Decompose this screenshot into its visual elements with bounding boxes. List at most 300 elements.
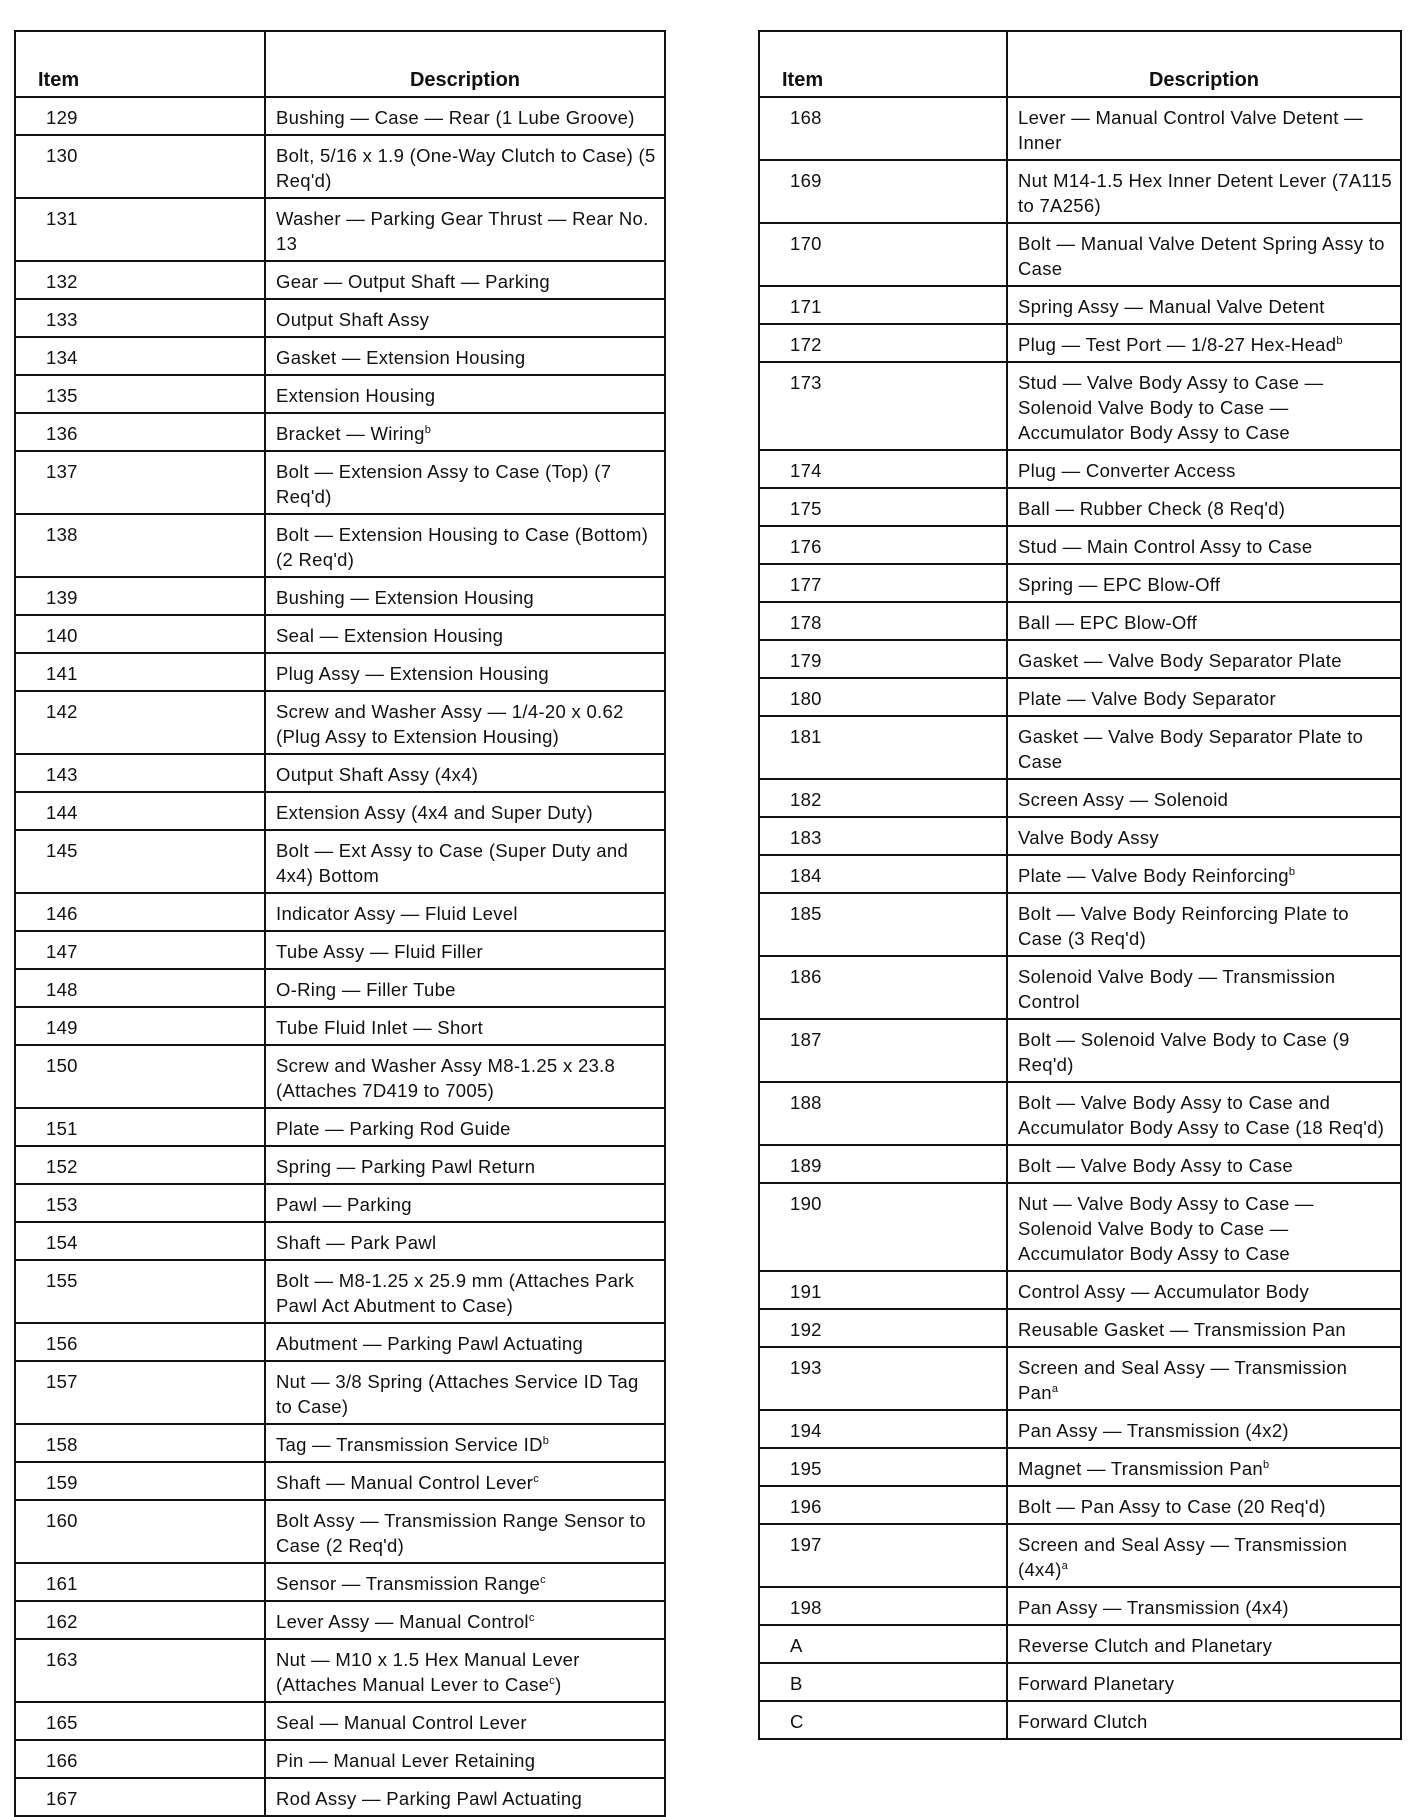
table-row [759,1410,1401,1448]
table-row [759,324,1401,362]
item-number: 172 [759,324,1007,362]
item-number: 184 [759,855,1007,893]
item-description [1007,956,1401,1019]
item-number: 129 [15,97,265,135]
item-description [1007,893,1401,956]
item-description [1007,855,1401,893]
footnote-marker: b [1336,334,1343,347]
item-number: 162 [15,1601,265,1639]
table-row [15,754,665,792]
table-row [759,602,1401,640]
item-number: 145 [15,830,265,893]
item-number: 130 [15,135,265,198]
table-row [15,1500,665,1563]
item-description [265,1563,665,1601]
item-description [265,893,665,931]
description-text: Tube Fluid Inlet — Short [276,1017,484,1038]
item-number: 148 [15,969,265,1007]
description-text: Bolt — Manual Valve Detent Spring Assy to Case [1018,233,1385,279]
description-text: Pan Assy — Transmission (4x2) [1018,1420,1289,1441]
item-description [1007,1183,1401,1271]
table-row [759,1587,1401,1625]
item-description [265,754,665,792]
description-text: Sensor — Transmission Range [276,1573,541,1594]
description-text: Screen Assy — Solenoid [1018,789,1229,810]
table-row [15,413,665,451]
item-description [1007,1587,1401,1625]
item-description [1007,1524,1401,1587]
table-row [759,223,1401,286]
item-description [265,615,665,653]
footnote-marker: a [1051,1382,1059,1395]
description-text: Extension Housing [276,385,436,406]
table-row [15,1639,665,1702]
item-description [265,514,665,577]
item-description [1007,1486,1401,1524]
description-text: Rod Assy — Parking Pawl Actuating [276,1788,583,1809]
table-row [759,893,1401,956]
item-description [1007,1448,1401,1486]
item-description [265,1702,665,1740]
description-text: Extension Assy (4x4 and Super Duty) [276,802,593,823]
item-number: 183 [759,817,1007,855]
footnote-marker: c [533,1472,540,1485]
item-description [265,135,665,198]
item-description [1007,1309,1401,1347]
description-tail: ) [555,1674,562,1695]
item-number: 143 [15,754,265,792]
table-row [15,931,665,969]
item-number: 189 [759,1145,1007,1183]
description-text: Spring Assy — Manual Valve Detent [1018,296,1325,317]
item-description [265,1639,665,1702]
item-number: 195 [759,1448,1007,1486]
table-row [15,969,665,1007]
item-number: 186 [759,956,1007,1019]
description-text: Seal — Extension Housing [276,625,504,646]
table-row [15,577,665,615]
item-description [1007,1625,1401,1663]
table-header-row [15,31,665,97]
item-description [1007,779,1401,817]
description-text: Bolt — Extension Housing to Case (Bottom) (2 Req'd) [276,524,649,570]
item-description [265,1045,665,1108]
item-number: 156 [15,1323,265,1361]
table-row [15,1108,665,1146]
description-text: Gasket — Valve Body Separator Plate [1018,650,1342,671]
description-text: Bolt — Pan Assy to Case (20 Req'd) [1018,1496,1326,1517]
item-description [265,577,665,615]
description-text: Plate — Valve Body Reinforcing [1018,865,1289,886]
item-number: 138 [15,514,265,577]
description-text: Bolt — Valve Body Assy to Case and Accumulator Body Assy to Case (18 Req'd) [1018,1092,1385,1138]
item-number: 188 [759,1082,1007,1145]
item-number: 177 [759,564,1007,602]
table-row [759,1524,1401,1587]
item-description [1007,450,1401,488]
table-row [15,1424,665,1462]
table-row [759,1701,1401,1739]
footnote-marker: b [542,1434,550,1447]
table-row [15,375,665,413]
item-description [1007,1019,1401,1082]
item-description [1007,1410,1401,1448]
footnote-marker: c [549,1674,556,1687]
table-row [759,956,1401,1019]
item-description [265,1778,665,1816]
description-text: Nut — 3/8 Spring (Attaches Service ID Tag to Case) [276,1371,639,1417]
item-description [265,375,665,413]
description-text: Screw and Washer Assy M8-1.25 x 23.8 (Attaches 7D419 to 7005) [276,1055,616,1101]
description-text: Control Assy — Accumulator Body [1018,1281,1310,1302]
item-description [1007,362,1401,450]
item-description [1007,160,1401,223]
item-number: 139 [15,577,265,615]
table-row [759,160,1401,223]
table-row [15,792,665,830]
description-text: Nut — Valve Body Assy to Case — Solenoid Valve Body to Case — Accumulator Body Assy to Case [1018,1193,1314,1264]
table-row [759,1145,1401,1183]
item-number: 176 [759,526,1007,564]
description-text: Plug — Test Port — 1/8-27 Hex-Head [1018,334,1337,355]
item-number: 135 [15,375,265,413]
item-number: 165 [15,1702,265,1740]
description-text: Reusable Gasket — Transmission Pan [1018,1319,1346,1340]
item-number: 136 [15,413,265,451]
item-description [1007,1347,1401,1410]
description-text: Bracket — Wiring [276,423,425,444]
item-number: 149 [15,1007,265,1045]
description-text: Pan Assy — Transmission (4x4) [1018,1597,1289,1618]
item-number: 171 [759,286,1007,324]
item-number: C [759,1701,1007,1739]
table-row [759,362,1401,450]
description-text: Nut — M10 x 1.5 Hex Manual Lever (Attaches Manual Lever to Case [276,1649,580,1695]
description-text: Lever Assy — Manual Control [276,1611,529,1632]
table-row [759,1183,1401,1271]
footnote-marker: b [1263,1458,1270,1471]
description-text: Bolt, 5/16 x 1.9 (One-Way Clutch to Case) (5 Req'd) [276,145,656,191]
table-row [15,97,665,135]
item-number: 147 [15,931,265,969]
description-text: Gasket — Extension Housing [276,347,526,368]
item-number: 152 [15,1146,265,1184]
item-description [265,1007,665,1045]
description-text: Tube Assy — Fluid Filler [276,941,483,962]
description-text: Screen and Seal Assy — Transmission (4x4) [1018,1534,1348,1580]
item-number: B [759,1663,1007,1701]
item-number: 198 [759,1587,1007,1625]
table-row [759,1486,1401,1524]
item-number: 132 [15,261,265,299]
item-number: A [759,1625,1007,1663]
item-description [265,931,665,969]
table-row [759,97,1401,160]
item-number: 141 [15,653,265,691]
table-row [759,286,1401,324]
description-text: Plate — Valve Body Separator [1018,688,1276,709]
description-text: Abutment — Parking Pawl Actuating [276,1333,584,1354]
item-description [265,1361,665,1424]
footnote-marker: b [424,423,432,436]
item-description [265,1740,665,1778]
item-number: 146 [15,893,265,931]
description-text: Spring — EPC Blow-Off [1018,574,1221,595]
item-number: 191 [759,1271,1007,1309]
item-description [265,337,665,375]
table-row [759,640,1401,678]
item-number: 179 [759,640,1007,678]
table-row [759,526,1401,564]
footnote-marker: a [1061,1559,1069,1572]
item-number: 155 [15,1260,265,1323]
item-number: 170 [759,223,1007,286]
description-text: Pawl — Parking [276,1194,412,1215]
item-column-header: Item [15,31,265,97]
item-description [265,1222,665,1260]
table-row [759,564,1401,602]
item-number: 166 [15,1740,265,1778]
item-number: 140 [15,615,265,653]
item-number: 157 [15,1361,265,1424]
table-row [15,1778,665,1816]
table-row [759,488,1401,526]
description-text: Forward Clutch [1018,1711,1148,1732]
description-text: O-Ring — Filler Tube [276,979,456,1000]
description-text: Bushing — Case — Rear (1 Lube Groove) [276,107,635,128]
description-column-header: Description [1007,31,1401,97]
table-row [759,1625,1401,1663]
item-description [1007,817,1401,855]
description-column-header: Description [265,31,665,97]
item-number: 150 [15,1045,265,1108]
item-description [1007,97,1401,160]
item-number: 158 [15,1424,265,1462]
item-description [265,261,665,299]
item-number: 160 [15,1500,265,1563]
table-row [15,514,665,577]
item-description [1007,526,1401,564]
table-row [15,1601,665,1639]
footnote-marker: c [540,1573,546,1586]
description-text: Gear — Output Shaft — Parking [276,271,550,292]
description-text: Bolt Assy — Transmission Range Sensor to Case (2 Req'd) [276,1510,646,1556]
item-description [1007,223,1401,286]
item-description [265,653,665,691]
item-description [265,413,665,451]
item-number: 163 [15,1639,265,1702]
item-number: 137 [15,451,265,514]
description-text: Ball — EPC Blow-Off [1018,612,1198,633]
table-row [15,893,665,931]
table-row [15,1007,665,1045]
item-description [1007,488,1401,526]
item-description [265,1323,665,1361]
item-number: 196 [759,1486,1007,1524]
item-description [1007,1271,1401,1309]
table-row [15,1184,665,1222]
item-number: 159 [15,1462,265,1500]
table-row [759,817,1401,855]
table-row [759,716,1401,779]
table-row [15,1146,665,1184]
item-number: 133 [15,299,265,337]
parts-table-left [14,30,666,1817]
item-number: 134 [15,337,265,375]
description-text: Spring — Parking Pawl Return [276,1156,536,1177]
item-number: 187 [759,1019,1007,1082]
item-column-header: Item [759,31,1007,97]
description-text: Output Shaft Assy (4x4) [276,764,479,785]
description-text: Magnet — Transmission Pan [1018,1458,1264,1479]
table-row [15,1361,665,1424]
table-row [759,450,1401,488]
item-description [265,1601,665,1639]
item-description [265,1424,665,1462]
item-number: 182 [759,779,1007,817]
table-row [15,691,665,754]
description-text: Indicator Assy — Fluid Level [276,903,518,924]
item-number: 192 [759,1309,1007,1347]
description-text: Gasket — Valve Body Separator Plate to Case [1018,726,1364,772]
footnote-marker: b [1288,865,1296,878]
table-row [15,830,665,893]
item-description [265,299,665,337]
item-description [1007,678,1401,716]
description-text: Bushing — Extension Housing [276,587,534,608]
table-row [15,615,665,653]
table-row [15,1740,665,1778]
description-text: Pin — Manual Lever Retaining [276,1750,536,1771]
table-row [15,1462,665,1500]
item-description [265,1184,665,1222]
item-number: 181 [759,716,1007,779]
item-description [265,1260,665,1323]
table-row [15,653,665,691]
table-row [759,678,1401,716]
item-number: 180 [759,678,1007,716]
item-number: 194 [759,1410,1007,1448]
table-row [15,1702,665,1740]
description-text: Forward Planetary [1018,1673,1175,1694]
table-row [759,1448,1401,1486]
table-row [15,1260,665,1323]
description-text: Lever — Manual Control Valve Detent — Inner [1018,107,1363,153]
description-text: Plug — Converter Access [1018,460,1236,481]
table-row [15,261,665,299]
description-text: Bolt — Extension Assy to Case (Top) (7 Req'd) [276,461,612,507]
description-text: Shaft — Park Pawl [276,1232,437,1253]
item-description [1007,286,1401,324]
item-number: 161 [15,1563,265,1601]
table-row [15,1045,665,1108]
item-description [1007,1145,1401,1183]
item-description [1007,640,1401,678]
item-description [1007,1663,1401,1701]
footnote-marker: c [528,1611,535,1624]
description-text: Bolt — Ext Assy to Case (Super Duty and 4x4) Bottom [276,840,629,886]
description-text: Bolt — Valve Body Reinforcing Plate to Case (3 Req'd) [1018,903,1349,949]
item-number: 154 [15,1222,265,1260]
description-text: Stud — Main Control Assy to Case [1018,536,1313,557]
item-number: 173 [759,362,1007,450]
table-row [759,1309,1401,1347]
item-description [1007,1082,1401,1145]
item-number: 167 [15,1778,265,1816]
description-text: Plate — Parking Rod Guide [276,1118,511,1139]
item-description [265,451,665,514]
description-text: Seal — Manual Control Lever [276,1712,527,1733]
table-row [15,1222,665,1260]
description-text: Plug Assy — Extension Housing [276,663,549,684]
item-description [265,1462,665,1500]
parts-table-right [758,30,1402,1740]
item-description [265,1146,665,1184]
item-description [265,1108,665,1146]
item-number: 142 [15,691,265,754]
table-row [759,1347,1401,1410]
item-number: 131 [15,198,265,261]
item-number: 151 [15,1108,265,1146]
table-row [15,299,665,337]
item-number: 175 [759,488,1007,526]
item-number: 185 [759,893,1007,956]
description-text: Screen and Seal Assy — Transmission Pan [1018,1357,1348,1403]
item-description [1007,602,1401,640]
table-row [759,855,1401,893]
item-description [1007,564,1401,602]
description-text: Bolt — Solenoid Valve Body to Case (9 Req'd) [1018,1029,1350,1075]
description-text: Solenoid Valve Body — Transmission Control [1018,966,1336,1012]
item-number: 169 [759,160,1007,223]
table-row [759,1082,1401,1145]
description-text: Tag — Transmission Service ID [276,1434,543,1455]
table-row [15,451,665,514]
table-row [759,1019,1401,1082]
item-number: 178 [759,602,1007,640]
item-description [1007,324,1401,362]
item-number: 174 [759,450,1007,488]
item-number: 153 [15,1184,265,1222]
description-text: Bolt — Valve Body Assy to Case [1018,1155,1293,1176]
table-row [759,1271,1401,1309]
item-description [265,792,665,830]
item-description [265,830,665,893]
description-text: Valve Body Assy [1018,827,1159,848]
table-row [759,779,1401,817]
item-description [1007,1701,1401,1739]
description-text: Reverse Clutch and Planetary [1018,1635,1273,1656]
description-text: Stud — Valve Body Assy to Case — Solenoid Valve Body to Case — Accumulator Body Assy to Case [1018,372,1324,443]
item-description [265,969,665,1007]
item-description [265,198,665,261]
description-text: Nut M14-1.5 Hex Inner Detent Lever (7A115 to 7A256) [1018,170,1392,216]
description-text: Bolt — M8-1.25 x 25.9 mm (Attaches Park Pawl Act Abutment to Case) [276,1270,635,1316]
item-description [265,691,665,754]
item-number: 197 [759,1524,1007,1587]
item-number: 168 [759,97,1007,160]
description-text: Washer — Parking Gear Thrust — Rear No. 13 [276,208,649,254]
item-number: 190 [759,1183,1007,1271]
item-description [265,97,665,135]
item-number: 144 [15,792,265,830]
table-row [759,1663,1401,1701]
table-row [15,198,665,261]
item-number: 193 [759,1347,1007,1410]
item-description [1007,716,1401,779]
table-row [15,1563,665,1601]
description-text: Screw and Washer Assy — 1/4-20 x 0.62 (Plug Assy to Extension Housing) [276,701,624,747]
